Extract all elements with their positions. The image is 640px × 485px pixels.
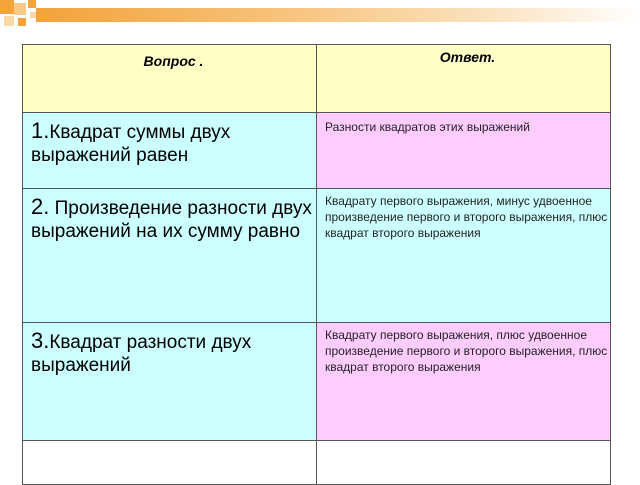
decor-square bbox=[4, 16, 14, 26]
answer-text: Разности квадратов этих выражений bbox=[325, 120, 530, 134]
table-row bbox=[23, 323, 611, 441]
decor-square bbox=[28, 0, 36, 8]
table-row bbox=[23, 189, 611, 323]
question-number: 3. bbox=[31, 328, 50, 353]
answer-cell bbox=[317, 189, 611, 323]
empty-cell bbox=[317, 441, 611, 485]
answer-header: Ответ. bbox=[439, 49, 496, 65]
answer-text: Квадрату первого выражения, минус удвоенное произведение первого и второго выражения, плюс квадрат второго выражения bbox=[325, 194, 608, 240]
answer-cell bbox=[317, 323, 611, 441]
header-row bbox=[23, 45, 611, 113]
decor-gradient-bar bbox=[36, 8, 640, 22]
question-text bbox=[31, 323, 316, 377]
table-row bbox=[23, 113, 611, 189]
decor-square bbox=[14, 3, 26, 15]
answer-header-cell bbox=[317, 45, 611, 113]
table-row-empty bbox=[23, 441, 611, 485]
question-cell bbox=[23, 323, 317, 441]
answer-text: Квадрату первого выражения, плюс удвоенное произведение первого и второго выражения, плюс квадрат второго выражения bbox=[325, 328, 608, 374]
empty-cell bbox=[23, 441, 317, 485]
question-number: 2. bbox=[31, 194, 50, 219]
question-header-cell bbox=[23, 45, 317, 113]
question-number: 1. bbox=[31, 118, 50, 143]
qa-table bbox=[22, 44, 611, 485]
decor-square bbox=[18, 18, 26, 26]
question-text bbox=[31, 189, 316, 243]
question-body: Квадрат разности двух выражений bbox=[31, 332, 252, 376]
question-body: Произведение разности двух выражений на их сумму равно bbox=[31, 198, 312, 242]
decor-square bbox=[0, 0, 14, 14]
question-cell bbox=[23, 189, 317, 323]
question-cell bbox=[23, 113, 317, 189]
question-text bbox=[31, 113, 316, 167]
question-header: Вопрос . bbox=[143, 53, 204, 69]
answer-cell bbox=[317, 113, 611, 189]
question-body: Квадрат суммы двух выражений равен bbox=[31, 122, 231, 166]
